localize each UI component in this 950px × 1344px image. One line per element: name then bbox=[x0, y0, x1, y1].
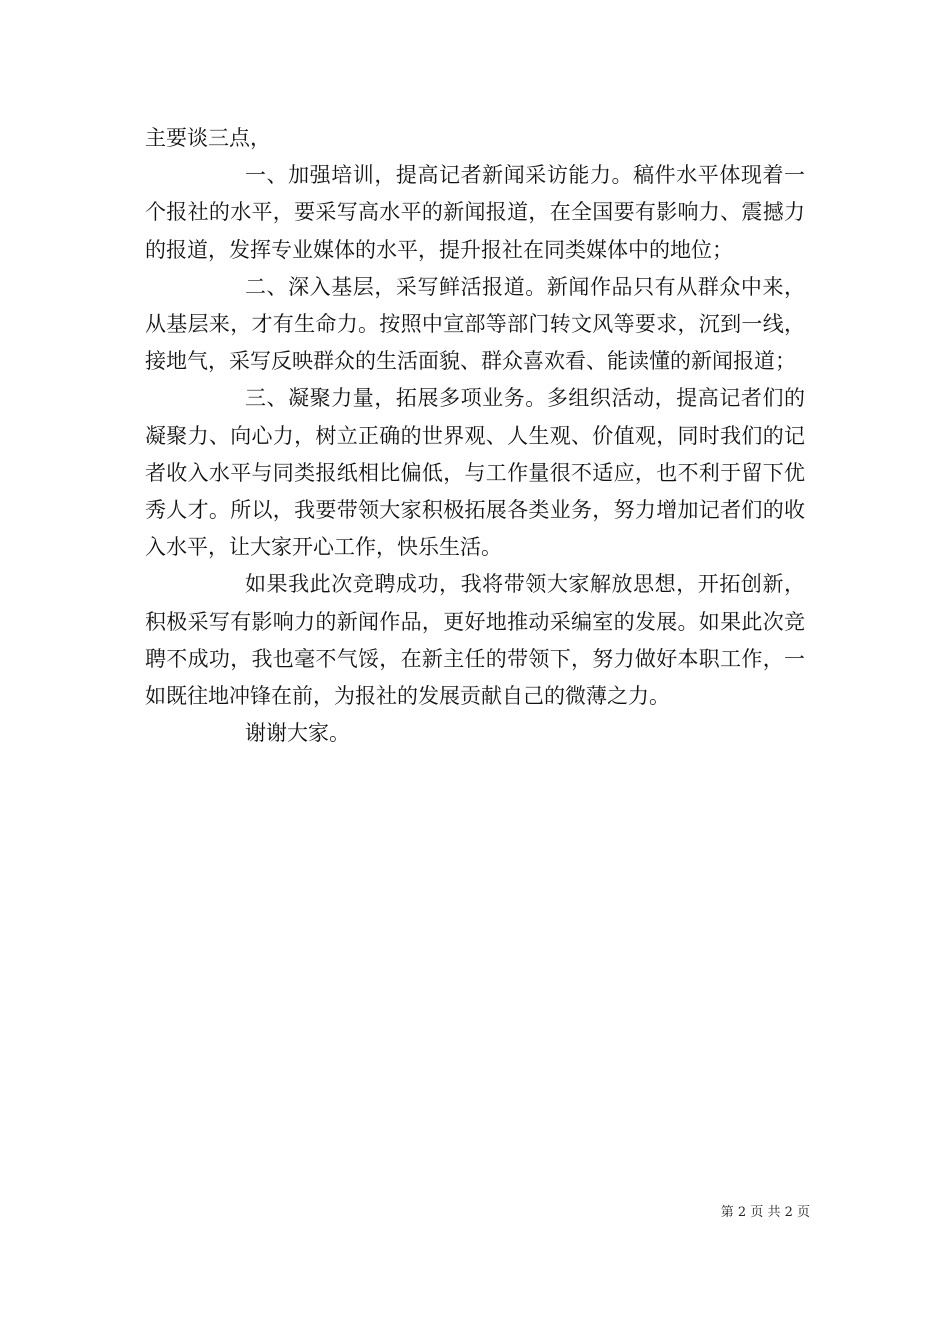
page-footer bbox=[700, 1204, 810, 1222]
paragraph-point-three: 三、凝聚力量，拓展多项业务。多组织活动，提高记者们的凝聚力、向心力，树立正确的世界观、人生观、价值观，同时我们的记者收入水平与同类报纸相比偏低，与工作量很不适应，也不利于留下优秀人才。所以，我要带领大家积极拓展各类业务，努力增加记者们的收入水平，让大家开心工作，快乐生活。 bbox=[145, 386, 805, 560]
paragraph-conclusion: 如果我此次竞聘成功，我将带领大家解放思想，开拓创新，积极采写有影响力的新闻作品，更好地推动采编室的发展。如果此次竞聘不成功，我也毫不气馁，在新主任的带领下，努力做好本职工作，一如既往地冲锋在前，为报社的发展贡献自己的微薄之力。 bbox=[145, 572, 805, 709]
paragraph-thanks: 谢谢大家。 bbox=[245, 721, 350, 746]
paragraph-point-two: 二、深入基层，采写鲜活报道。新闻作品只有从群众中来，从基层来，才有生命力。按照中宣部等部门转文风等要求，沉到一线，接地气，采写反映群众的生活面貌、群众喜欢看、能读懂的新闻报道； bbox=[145, 274, 805, 374]
paragraph-intro: 主要谈三点， bbox=[145, 126, 271, 150]
paragraph-point-one: 一、加强培训，提高记者新闻采访能力。稿件水平体现着一个报社的水平，要采写高水平的新闻报道，在全国要有影响力、震撼力的报道，发挥专业媒体的水平，提升报社在同类媒体中的地位； bbox=[145, 163, 805, 262]
page-number-label: 第 2 页 共 2 页 bbox=[720, 1205, 810, 1220]
document-body bbox=[145, 120, 805, 752]
